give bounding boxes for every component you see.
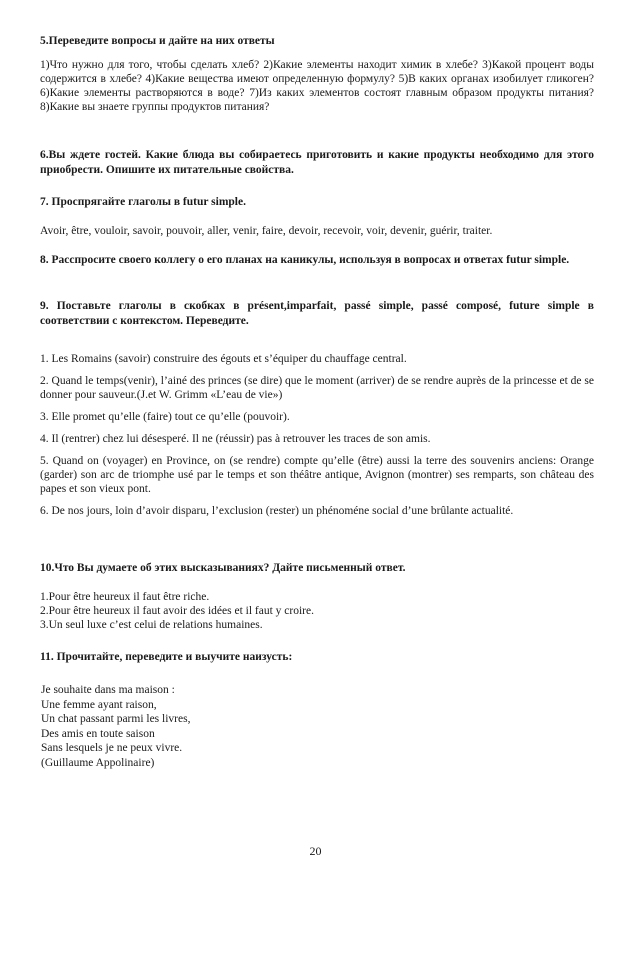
section-10 bbox=[40, 561, 594, 576]
statement-item: 2.Pour être heureux il faut avoir des idées et il faut y croire. bbox=[40, 605, 314, 617]
exercise-item: 5. Quand on (voyager) en Province, on (se rendre) compte qu’elle (être) aussi la terre des souvenirs anciens: Orange (garder) son arc de triomphe usé par le temps et son théâtre antique, Avignon (montrer) ses remparts, son château des papes et son vieux pont. bbox=[40, 455, 594, 495]
section-10-list bbox=[40, 590, 594, 632]
section-6-heading: 6.Вы ждете гостей. Какие блюда вы собираетесь приготовить и какие продукты необходимо для этого приобрести. Опишите их питательные свойства. bbox=[40, 149, 594, 176]
poem-line: Sans lesquels je ne peux vivre. bbox=[41, 742, 183, 754]
section-7-heading: 7. Проспрягайте глаголы в futur simple. bbox=[40, 196, 246, 208]
section-10-heading: 10.Что Вы думаете об этих высказываниях? Дайте письменный ответ. bbox=[40, 562, 406, 574]
poem-line: Un chat passant parmi les livres, bbox=[41, 713, 191, 725]
exercise-item: 1. Les Romains (savoir) construire des égouts et s’équiper du chauffage central. bbox=[40, 353, 407, 365]
section-9 bbox=[40, 299, 594, 329]
section-7-text: Avoir, être, vouloir, savoir, pouvoir, aller, venir, faire, devoir, recevoir, voir, devenir, guérir, traiter. bbox=[40, 225, 493, 237]
poem-line: Je souhaite dans ma maison : bbox=[41, 684, 175, 696]
poem bbox=[41, 683, 595, 770]
section-11-heading: 11. Прочитайте, переведите и выучите наизусть: bbox=[40, 651, 293, 663]
section-8-heading: 8. Расспросите своего коллегу о его планах на каникулы, используя в вопросах и ответах futur simple. bbox=[40, 254, 570, 266]
poem-line: Des amis en toute saison bbox=[41, 727, 155, 740]
section-5-body bbox=[40, 58, 594, 114]
section-11 bbox=[40, 650, 594, 665]
section-8 bbox=[40, 253, 594, 268]
exercise-item: 2. Quand le temps(venir), l’ainé des princes (se dire) que le moment (arriver) de se rendre auprès de la princesse et de se donner pour sauveur.(J.et W. Grimm «L’eau de vie») bbox=[40, 375, 594, 401]
section-6 bbox=[40, 148, 594, 178]
section-9-heading: 9. Поставьте глаголы в скобках в présent,imparfait, passé simple, passé composé, future simple в соответствии с контекстом. Переведите. bbox=[40, 300, 594, 327]
section-9-list bbox=[40, 352, 594, 526]
statement-item: 1.Pour être heureux il faut être riche. bbox=[40, 591, 210, 603]
poem-author: (Guillaume Appolinaire) bbox=[41, 756, 155, 769]
page-number: 20 bbox=[309, 844, 322, 858]
section-5-text: 1)Что нужно для того, чтобы сделать хлеб? 2)Какие элементы находит химик в хлебе? 3)Какой процент воды содержится в хлебе? 4)Какие вещества имеют определенную формулу? 5)В каких органах изобилует гликоген? 6)Какие элементы растворяются в воде? 7)Из каких элементов состоят главным образом продукты питания? 8)Какие вы знаете группы продуктов питания? bbox=[40, 59, 594, 113]
poem-line: Une femme ayant raison, bbox=[41, 698, 157, 711]
section-7 bbox=[40, 195, 594, 210]
section-7-body bbox=[40, 224, 594, 238]
statement-item: 3.Un seul luxe c’est celui de relations humaines. bbox=[40, 619, 263, 631]
section-5-heading: 5.Переведите вопросы и дайте на них ответы bbox=[40, 35, 275, 47]
exercise-item: 3. Elle promet qu’elle (faire) tout ce qu’elle (pouvoir). bbox=[40, 411, 290, 423]
exercise-item: 4. Il (rentrer) chez lui désesperé. Il ne (réussir) pas à retrouver les traces de son amis. bbox=[40, 433, 431, 445]
section-5 bbox=[40, 34, 594, 49]
exercise-item: 6. De nos jours, loin d’avoir disparu, l’exclusion (rester) un phénoméne social d’une brûlante actualité. bbox=[40, 505, 514, 517]
